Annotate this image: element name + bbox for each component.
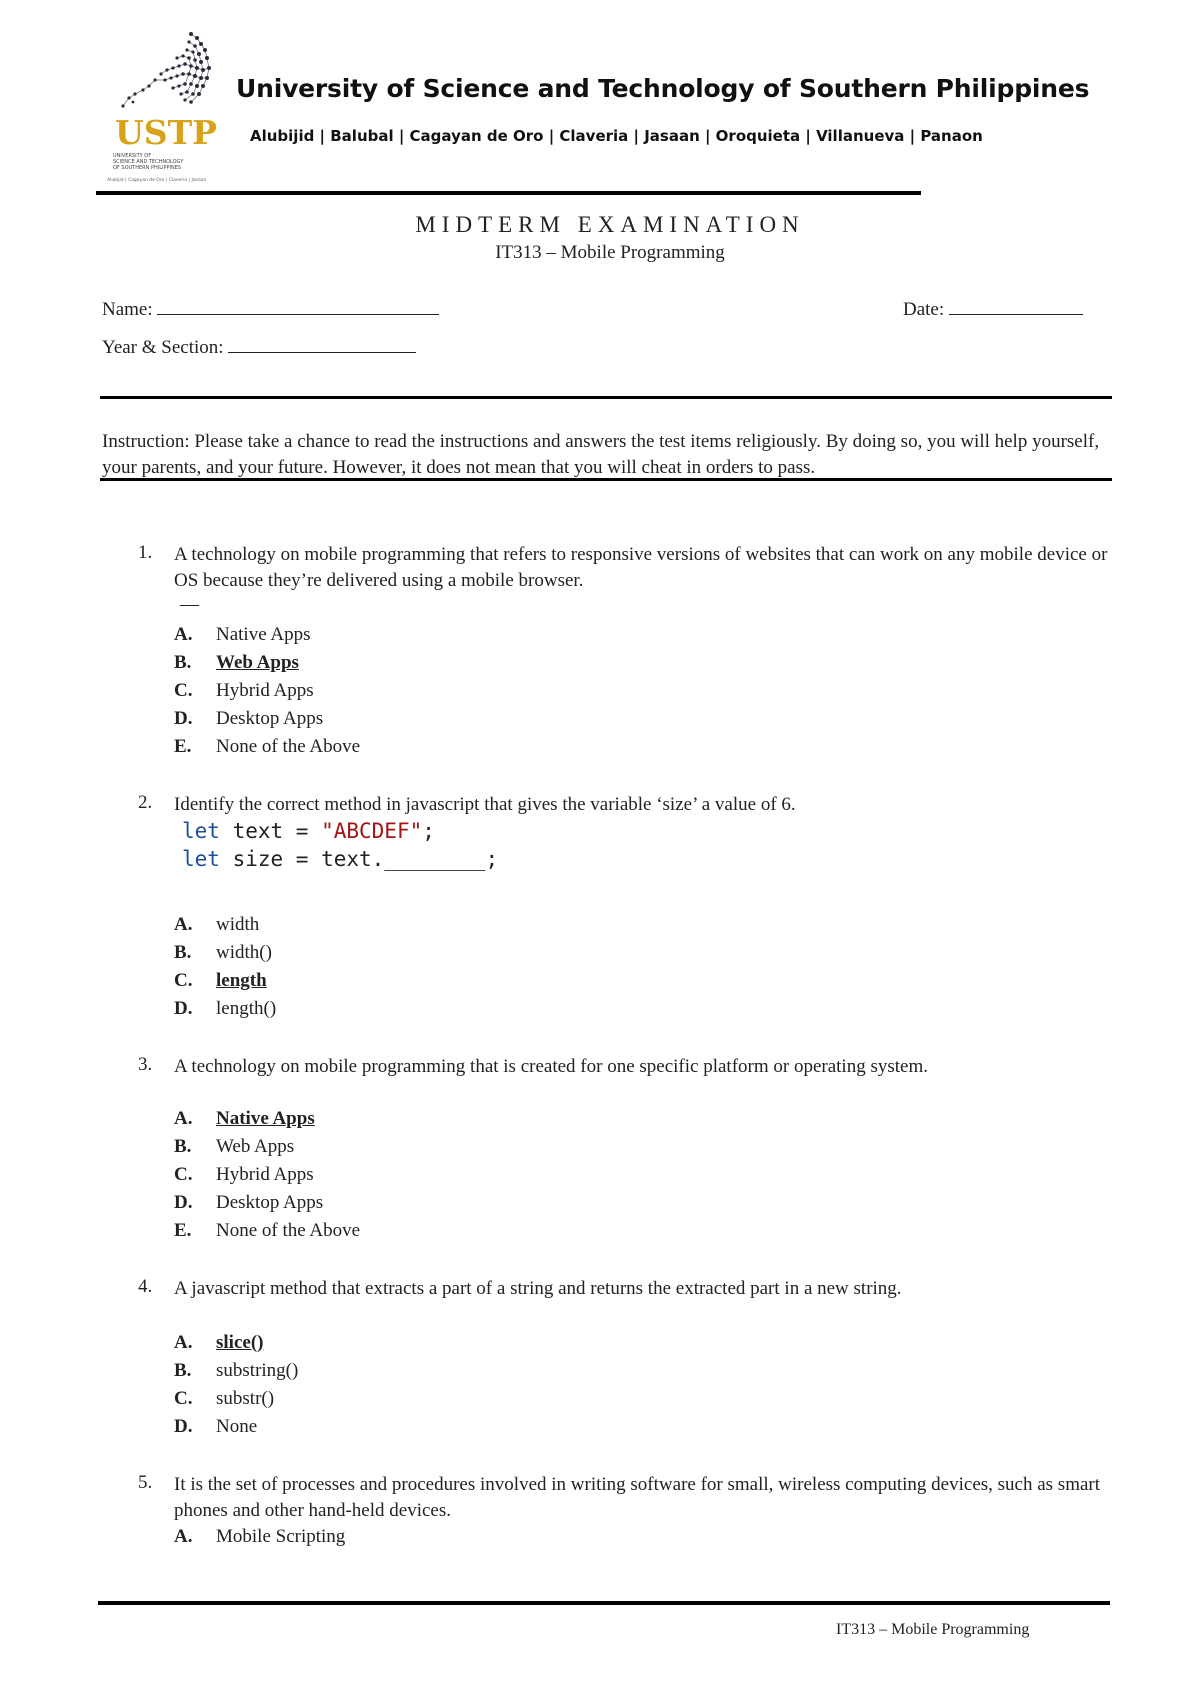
option-letter: D. — [174, 998, 193, 1019]
svg-text:OF SOUTHERN PHILIPPINES: OF SOUTHERN PHILIPPINES — [113, 165, 182, 171]
year-section-label: Year & Section: — [102, 337, 224, 358]
option-letter: A. — [174, 914, 193, 935]
option-item[interactable] — [174, 1136, 294, 1158]
option-item[interactable] — [174, 1526, 345, 1548]
option-item[interactable] — [174, 1192, 323, 1214]
option-letter: B. — [174, 1136, 192, 1157]
date-label: Date: — [903, 299, 945, 320]
option-text: substring() — [216, 1360, 299, 1381]
code-text: text = — [219, 819, 322, 843]
date-blank[interactable] — [949, 298, 1083, 315]
option-text-answer: length — [216, 970, 267, 991]
code-keyword: let — [182, 847, 220, 871]
option-text-answer: Native Apps — [216, 1108, 315, 1129]
option-item[interactable] — [174, 652, 299, 674]
option-text-answer: Web Apps — [216, 652, 299, 673]
option-text: width — [216, 914, 260, 935]
option-text: None of the Above — [216, 1220, 361, 1241]
name-label: Name: — [102, 299, 153, 320]
date-field[interactable] — [903, 298, 1083, 321]
question-number: 3. — [138, 1054, 153, 1075]
name-blank[interactable] — [157, 298, 439, 315]
footer-rule — [98, 1601, 1110, 1605]
university-name: University of Science and Technology of Southern Philippines — [236, 74, 1090, 103]
question-number: 4. — [138, 1276, 153, 1297]
option-item[interactable] — [174, 1416, 257, 1438]
code-line-2 — [182, 847, 498, 871]
question-text: A technology on mobile programming that refers to responsive versions of websites that can work on any mobile device or OS because they’re delivered using a mobile browser. — [174, 544, 1108, 591]
option-text: width() — [216, 942, 272, 963]
instruction-rule — [100, 478, 1112, 481]
option-letter: E. — [174, 1220, 192, 1241]
option-item[interactable] — [174, 998, 276, 1020]
option-letter: D. — [174, 708, 193, 729]
option-item[interactable] — [174, 970, 267, 992]
option-text: None of the Above — [216, 736, 361, 757]
option-text: Hybrid Apps — [216, 1164, 314, 1185]
exam-subtitle: IT313 – Mobile Programming — [495, 242, 725, 263]
question-text: It is the set of processes and procedures involved in writing software for small, wireless computing devices, such as smart phones and other hand-held devices. — [174, 1474, 1101, 1521]
option-item[interactable] — [174, 1388, 274, 1410]
option-letter: E. — [174, 736, 192, 757]
year-section-field[interactable] — [102, 336, 416, 359]
instruction-text: Instruction: Please take a chance to read the instructions and answers the test items religiously. By doing so, you will help yourself, your parents, and your future. However, it does not mean that you will cheat in orders to pass. — [102, 431, 1100, 478]
page-footer: IT313 – Mobile Programming — [836, 1621, 1030, 1638]
option-letter: A. — [174, 624, 193, 645]
option-letter: B. — [174, 942, 192, 963]
option-letter: A. — [174, 1526, 193, 1547]
option-item[interactable] — [174, 1360, 298, 1382]
option-item[interactable] — [174, 708, 323, 730]
code-string: "ABCDEF" — [321, 819, 423, 843]
option-item[interactable] — [174, 1164, 314, 1186]
question-text: Identify the correct method in javascript that gives the variable ‘size’ a value of 6. — [174, 794, 796, 815]
svg-text:Alubijid | Cagayan de Oro | Cl: Alubijid | Cagayan de Oro | Claveria | Jasaan — [107, 178, 207, 183]
svg-text:SCIENCE AND TECHNOLOGY: SCIENCE AND TECHNOLOGY — [113, 159, 184, 165]
code-keyword: let — [182, 819, 220, 843]
ustp-logo — [105, 28, 237, 184]
year-section-blank[interactable] — [228, 336, 416, 353]
svg-text:UNIVERSITY OF: UNIVERSITY OF — [113, 153, 152, 159]
campus-list: Alubijid | Balubal | Cagayan de Oro | Claveria | Jasaan | Oroquieta | Villanueva | Panaon — [250, 127, 983, 145]
answer-dash: — — [180, 594, 199, 615]
option-item[interactable] — [174, 624, 310, 646]
option-text: Desktop Apps — [216, 708, 324, 729]
option-letter: D. — [174, 1416, 193, 1437]
code-text: size = text.________; — [219, 847, 499, 871]
option-item[interactable] — [174, 736, 360, 758]
option-text: None — [216, 1416, 258, 1437]
svg-text:USTP: USTP — [115, 113, 217, 152]
option-text: Desktop Apps — [216, 1192, 324, 1213]
option-item[interactable] — [174, 1220, 360, 1242]
option-text-answer: slice() — [216, 1332, 264, 1353]
question-number: 1. — [138, 542, 153, 563]
question-text: A javascript method that extracts a part of a string and returns the extracted part in a new string. — [174, 1278, 902, 1299]
option-item[interactable] — [174, 1108, 315, 1130]
option-item[interactable] — [174, 1332, 263, 1354]
option-item[interactable] — [174, 680, 314, 702]
exam-title: MIDTERM EXAMINATION — [415, 212, 805, 237]
option-letter: C. — [174, 1388, 193, 1409]
option-item[interactable] — [174, 942, 272, 964]
option-letter: C. — [174, 970, 193, 991]
question-number: 2. — [138, 792, 153, 813]
option-text: Mobile Scripting — [216, 1526, 346, 1547]
code-line-1 — [182, 819, 435, 843]
option-text: length() — [216, 998, 277, 1019]
option-letter: B. — [174, 1360, 192, 1381]
option-text: Hybrid Apps — [216, 680, 314, 701]
option-letter: A. — [174, 1108, 193, 1129]
option-text: substr() — [216, 1388, 275, 1409]
option-letter: C. — [174, 680, 193, 701]
name-field[interactable] — [102, 298, 439, 321]
option-text: Web Apps — [216, 1136, 295, 1157]
option-letter: C. — [174, 1164, 193, 1185]
option-letter: A. — [174, 1332, 193, 1353]
section-rule — [100, 396, 1112, 399]
option-letter: B. — [174, 652, 192, 673]
option-text: Native Apps — [216, 624, 311, 645]
question-text: A technology on mobile programming that is created for one specific platform or operating system. — [174, 1056, 928, 1077]
option-letter: D. — [174, 1192, 193, 1213]
question-number: 5. — [138, 1472, 153, 1493]
option-item[interactable] — [174, 914, 259, 936]
header-rule — [96, 191, 921, 195]
code-text: ; — [422, 819, 435, 843]
